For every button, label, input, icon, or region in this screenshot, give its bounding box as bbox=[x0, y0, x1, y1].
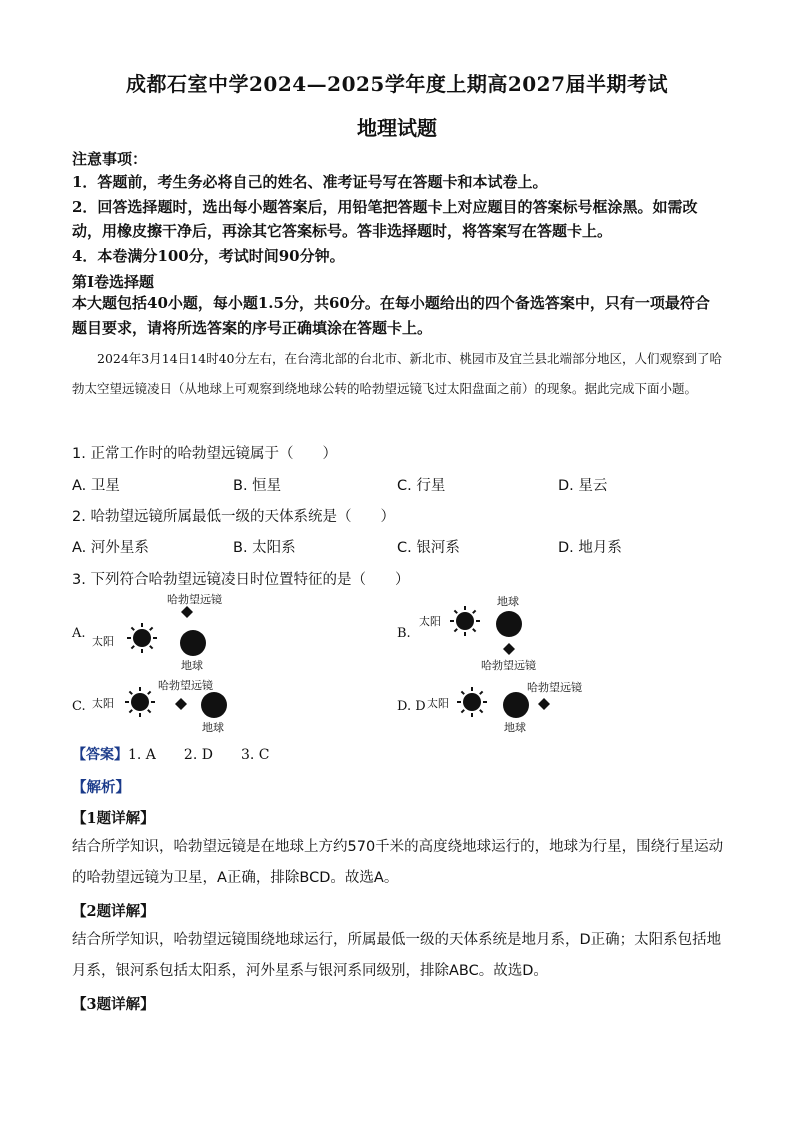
earth-icon bbox=[201, 692, 227, 718]
option-b-telescope-label: 哈勃望远镜 bbox=[481, 659, 536, 672]
analysis-q1-text: 结合所学知识，哈勃望远镜是在地球上方约570千米的高度绕地球运行的，地球为行星，围绕行星运动的哈勃望远镜为卫星，A正确，排除BCD。故选A。 bbox=[72, 839, 724, 886]
option-d-sun-label: 太阳 bbox=[427, 697, 449, 710]
analysis-q1-heading: 【1题详解】 bbox=[72, 810, 155, 827]
earth-icon bbox=[180, 630, 206, 656]
option-b-letter: B. bbox=[397, 626, 411, 641]
sun-icon bbox=[125, 687, 155, 717]
earth-icon bbox=[496, 611, 522, 637]
analysis-q3-heading: 【3题详解】 bbox=[72, 996, 155, 1013]
answer-text: 1. A 2. D 3. C bbox=[128, 747, 270, 763]
part1-intro: 本大题包括40小题，每小题1.5分，共60分。在每小题给出的四个备选答案中，只有一项最符合题目要求，请将所选答案的序号正确填涂在答题卡上。 bbox=[72, 294, 710, 337]
option-a-sun-label: 太阳 bbox=[92, 635, 114, 648]
option-a-letter: A. bbox=[72, 626, 86, 641]
question-3-option-b[interactable] bbox=[395, 588, 595, 682]
question-2-option-c[interactable]: C. 银河系 bbox=[397, 540, 460, 556]
sun-icon bbox=[457, 687, 487, 717]
question-1-option-c[interactable]: C. 行星 bbox=[397, 478, 446, 494]
question-1-option-d[interactable]: D. 星云 bbox=[558, 478, 608, 494]
exam-title: 成都石室中学2024—2025学年度上期高2027届半期考试 bbox=[126, 72, 668, 96]
reading-passage: 2024年3月14日14时40分左右，在台湾北部的台北市、新北市、桃园市及宜兰县北端部分地区，人们观察到了哈勃太空望远镜凌日（从地球上可观察到绕地球公转的哈勃望远镜飞过太阳盘面之前）的现象。据此完成下面小题。 bbox=[72, 351, 722, 396]
analysis-q2-heading: 【2题详解】 bbox=[72, 903, 155, 920]
option-d-earth-label: 地球 bbox=[504, 721, 526, 734]
option-b-sun-label: 太阳 bbox=[419, 615, 441, 628]
note-item-4: 4．本卷满分100分，考试时间90分钟。 bbox=[72, 247, 345, 265]
option-a-telescope-label: 哈勃望远镜 bbox=[167, 593, 222, 606]
question-3-stem: 3. 下列符合哈勃望远镜凌日时位置特征的是（ ） bbox=[72, 572, 410, 588]
telescope-icon bbox=[503, 643, 515, 655]
question-1-stem: 1. 正常工作时的哈勃望远镜属于（ ） bbox=[72, 446, 337, 462]
option-c-earth-label: 地球 bbox=[202, 721, 224, 734]
question-2-option-b[interactable]: B. 太阳系 bbox=[233, 540, 296, 556]
question-2-option-a[interactable]: A. 河外星系 bbox=[72, 540, 149, 556]
question-2-stem: 2. 哈勃望远镜所属最低一级的天体系统是（ ） bbox=[72, 509, 395, 525]
option-c-telescope-label: 哈勃望远镜 bbox=[158, 679, 213, 692]
question-3-option-a[interactable] bbox=[70, 588, 270, 682]
note-item-1: 1．答题前，考生务必将自己的姓名、准考证号写在答题卡和本试卷上。 bbox=[72, 173, 548, 191]
question-1-option-b[interactable]: B. 恒星 bbox=[233, 478, 282, 494]
analysis-heading: 【解析】 bbox=[72, 779, 130, 796]
option-d-telescope-label: 哈勃望远镜 bbox=[527, 681, 582, 694]
telescope-icon bbox=[175, 698, 187, 710]
sun-icon bbox=[450, 606, 480, 636]
exam-subject: 地理试题 bbox=[357, 116, 437, 140]
earth-icon bbox=[503, 692, 529, 718]
option-b-earth-label: 地球 bbox=[497, 595, 519, 608]
answer-tag: 【答案】 bbox=[72, 747, 128, 763]
analysis-q2-text: 结合所学知识，哈勃望远镜围绕地球运行，所属最低一级的天体系统是地月系，D正确；太阳系包括地月系，银河系包括太阳系，河外星系与银河系同级别，排除ABC。故选D。 bbox=[72, 932, 722, 979]
question-3-option-c[interactable] bbox=[70, 672, 270, 746]
sun-icon bbox=[127, 623, 157, 653]
note-item-2: 2．回答选择题时，选出每小题答案后，用铅笔把答题卡上对应题目的答案标号框涂黑。如需改动，用橡皮擦干净后，再涂其它答案标号。答非选择题时，将答案写在答题卡上。 bbox=[72, 198, 698, 240]
answer-line bbox=[72, 744, 269, 764]
question-2-option-d[interactable]: D. 地月系 bbox=[558, 540, 622, 556]
telescope-icon bbox=[181, 606, 193, 618]
option-d-letter: D. D bbox=[397, 699, 426, 714]
question-3-option-d[interactable] bbox=[395, 672, 605, 746]
part1-heading: 第Ⅰ卷选择题 bbox=[72, 273, 155, 291]
question-1-option-a[interactable]: A. 卫星 bbox=[72, 478, 120, 494]
option-c-sun-label: 太阳 bbox=[92, 697, 114, 710]
notes-heading: 注意事项： bbox=[72, 150, 148, 168]
option-c-letter: C. bbox=[72, 699, 86, 714]
telescope-icon bbox=[538, 698, 550, 710]
option-a-earth-label: 地球 bbox=[181, 659, 203, 672]
